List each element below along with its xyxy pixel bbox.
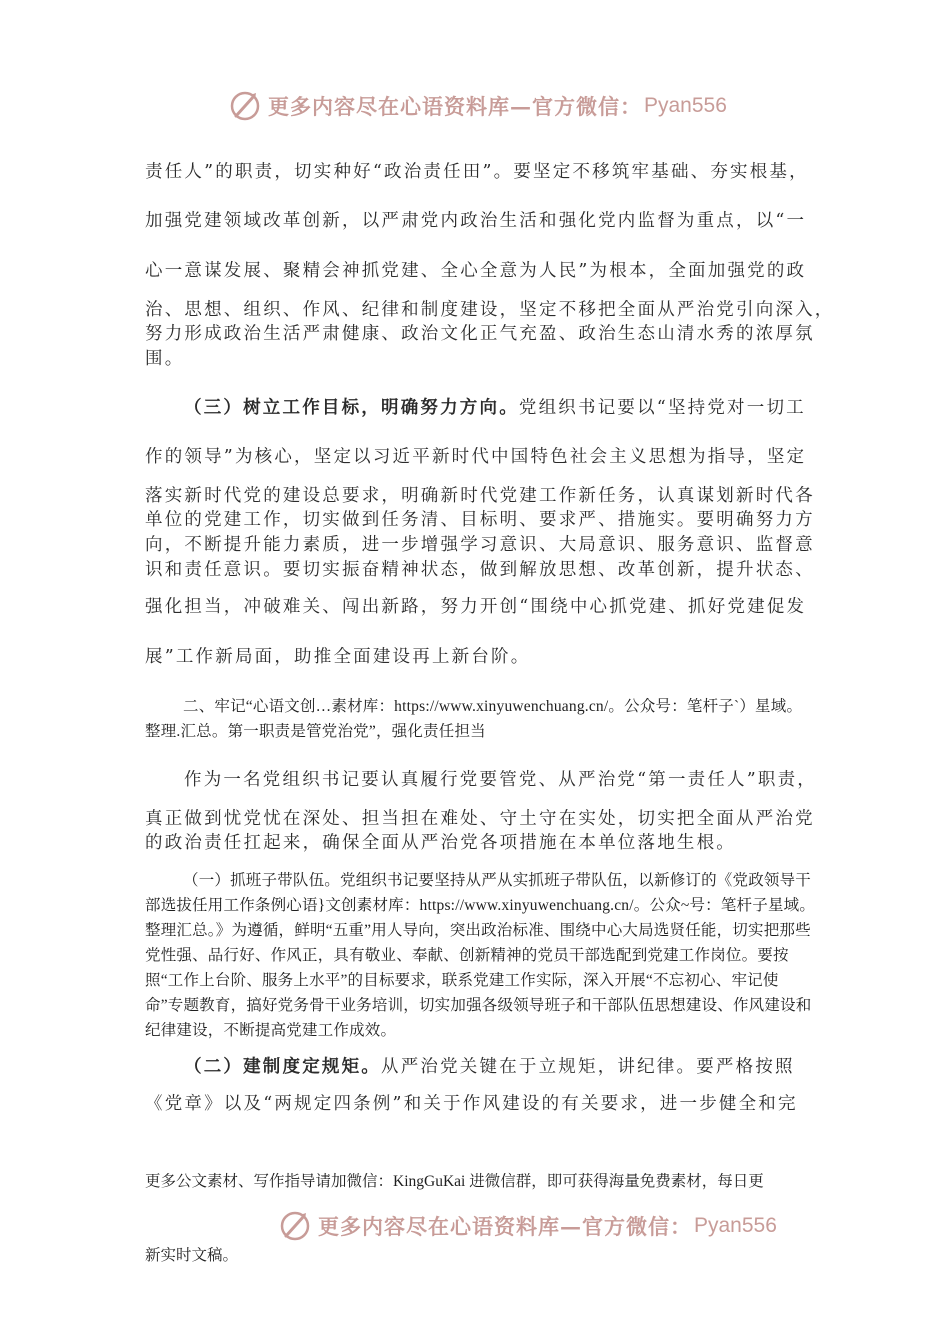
text-line: 围。: [145, 349, 185, 369]
watermark-wechat-id: Pyan556: [694, 1214, 777, 1237]
text-line: 《党章》以及“两规定四条例”和关于作风建设的有关要求，进一步健全和完: [145, 1094, 798, 1114]
text-line: 治、思想、组织、作风、纪律和制度建设，坚定不移把全面从严治党引向深入，: [145, 300, 835, 320]
text-line: 加强党建领域改革创新，以严肃党内政治生活和强化党内监督为重点，以“一: [145, 211, 807, 231]
watermark-footer: [278, 1206, 777, 1246]
section-heading-three: [184, 396, 824, 420]
pen-logo-icon: [278, 1209, 312, 1243]
text-line: 作为一名党组织书记要认真履行党要管党、从严治党“第一责任人”职责，: [184, 770, 817, 790]
pen-logo-icon: [228, 89, 262, 123]
watermark-header: [228, 86, 727, 126]
text-line: 向，不断提升能力素质，进一步增强学习意识、大局意识、服务意识、监督意: [145, 535, 815, 555]
text-line: 真正做到忧党忧在深处、担当担在难处、守土守在实处，切实把全面从严治党: [145, 809, 815, 829]
subsection-one-text: （一）抓班子带队伍。党组织书记要坚持从严从实抓班子带队伍，以新修订的《党政领导干部选拔任用工作条例心语}文创素材库：https://www.xinyuwenchuang.cn/。公众~号：笔杆子星域。整理汇总。》为遵循，鲜明“五重”用人导向，突出政治标准、围绕中心大局选贤任能，切实把那些党性强、品行好、作风正，具有敬业、奉献、创新精神的党员干部选配到党建工作岗位。要按照“工作上台阶、服务上水平”的目标要求，联系党建工作实际，深入开展“不忘初心、牢记使命”专题教育，搞好党务骨干业务培训，切实加强各级领导班子和干部队伍思想建设、作风建设和纪律建设，不断提高党建工作成效。: [145, 872, 816, 1039]
section-heading-two: [184, 1055, 824, 1079]
section-two-text: 二、牢记“心语文创…素材库：https://www.xinyuwenchuang.cn/。公众号：笔杆子`）星域。整理.汇总。第一职责是管党治党”，强化责任担当: [145, 698, 803, 740]
text-line: 展”工作新局面，助推全面建设再上新台阶。: [145, 647, 531, 667]
text-line: 的政治责任扛起来，确保全面从严治党各项措施在本单位落地生根。: [145, 833, 736, 853]
footer-note-line2: 新实时文稿。: [145, 1247, 239, 1264]
text-line: 心一意谋发展、聚精会神抓党建、全心全意为人民”为根本，全面加强党的政: [145, 261, 807, 281]
text-line: 努力形成政治生活严肃健康、政治文化正气充盈、政治生态山清水秀的浓厚氛: [145, 324, 815, 344]
watermark-text: 更多内容尽在心语资料库—官方微信：: [268, 94, 642, 119]
watermark-text: 更多内容尽在心语资料库—官方微信：: [318, 1214, 692, 1239]
text-line: 单位的党建工作，切实做到任务清、目标明、要求严、措施实。要明确努力方: [145, 510, 815, 530]
text-line: 责任人”的职责，切实种好“政治责任田”。要坚定不移筑牢基础、夯实根基，: [145, 162, 809, 182]
heading-three-rest: 党组织书记要以“坚持党对一切工: [518, 398, 806, 418]
text-line: 强化担当，冲破难关、闯出新路，努力开创“围绕中心抓党建、抓好党建促发: [145, 597, 807, 617]
heading-two-rest: 从严治党关键在于立规矩，讲纪律。要严格按照: [381, 1057, 795, 1077]
watermark-wechat-id: Pyan556: [644, 94, 727, 117]
text-line: 作的领导”为核心，坚定以习近平新时代中国特色社会主义思想为指导，坚定: [145, 447, 807, 467]
subsection-one-paragraph: [145, 868, 817, 1043]
heading-three-bold: （三）树立工作目标，明确努力方向。: [184, 398, 519, 418]
section-two-heading: [145, 694, 817, 744]
text-line: 识和责任意识。要切实振奋精神状态，做到解放思想、改革创新，提升状态、: [145, 560, 815, 580]
heading-two-bold: （二）建制度定规矩。: [184, 1057, 381, 1077]
footer-note-line1: 更多公文素材、写作指导请加微信：KingGuKai 进微信群，即可获得海量免费素材，每日更: [145, 1173, 764, 1190]
text-line: 落实新时代党的建设总要求，明确新时代党建工作新任务，认真谋划新时代各: [145, 486, 815, 506]
